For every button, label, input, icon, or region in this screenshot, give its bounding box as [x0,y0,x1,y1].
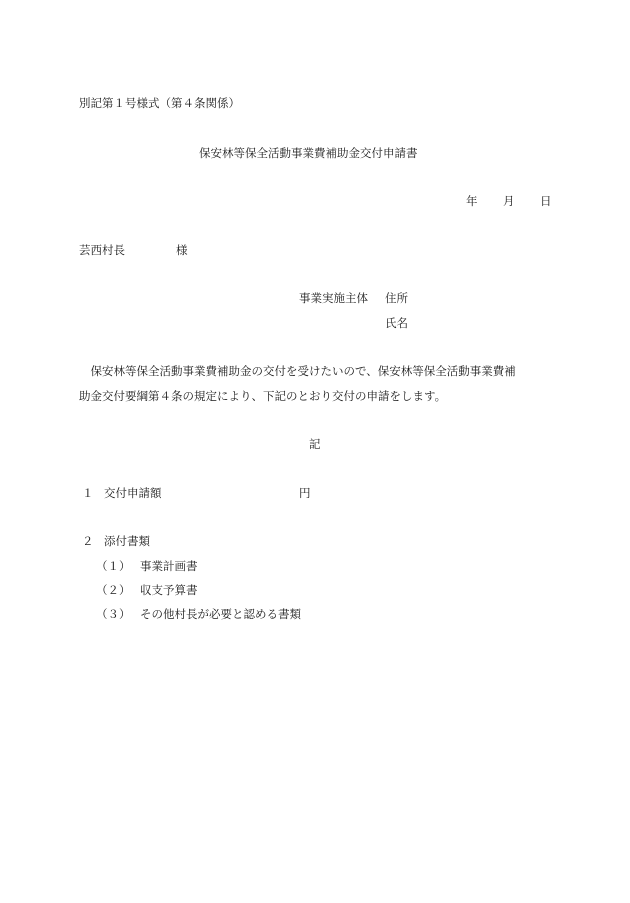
subitem-label: その他村長が必要と認める書類 [140,607,301,621]
body-text-line: 保安林等保全活動事業費補助金の交付を受けたいので、保安林等保全活動事業費補 [79,364,516,378]
item-label: 添付書類 [104,534,150,548]
form-number-label: 別記第１号様式（第４条関係） [79,96,240,110]
yen-unit: 円 [299,486,311,500]
subitem-number: （３） [96,607,131,621]
body-text-line: 助金交付要綱第４条の規定により、下記のとおり交付の申請をします。 [79,389,447,403]
name-label: 氏名 [385,316,408,330]
date-year-label: 年 [466,194,478,208]
item-number: １ [82,486,94,500]
recipient-name: 芸西村長 [79,243,125,257]
subitem-label: 収支予算書 [140,583,198,597]
item-number: ２ [82,534,94,548]
subitem-number: （１） [96,559,131,573]
address-label: 住所 [385,291,408,305]
item-label: 交付申請額 [104,486,162,500]
recipient-honorific: 様 [176,243,188,257]
ki-heading: 記 [309,437,321,451]
document-title: 保安林等保全活動事業費補助金交付申請書 [199,146,418,160]
subitem-label: 事業計画書 [140,559,198,573]
date-month-label: 月 [503,194,515,208]
date-day-label: 日 [540,194,552,208]
applicant-entity-label: 事業実施主体 [299,291,368,305]
subitem-number: （２） [96,583,131,597]
